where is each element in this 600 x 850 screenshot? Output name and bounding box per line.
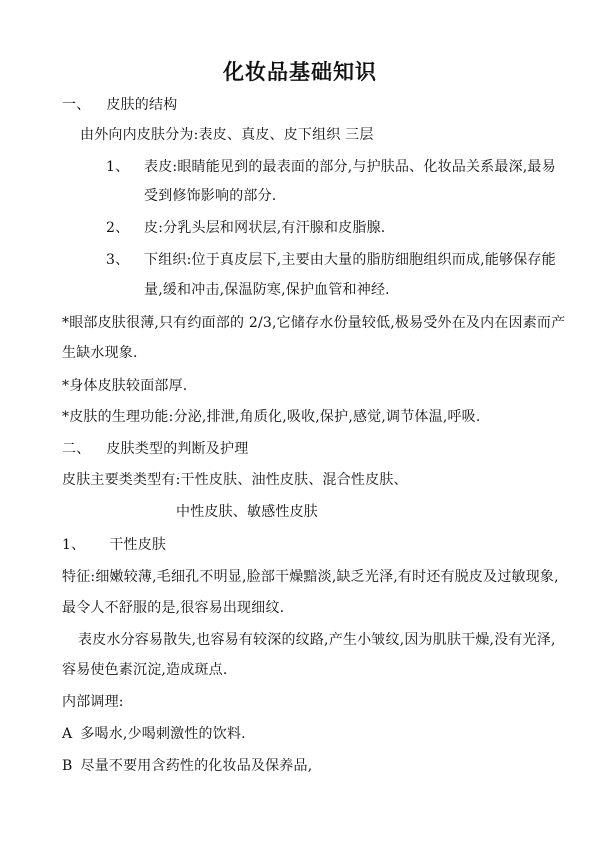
section-2-heading (62, 440, 248, 458)
inner-care-heading: 内部调理: (62, 694, 124, 710)
dry-skin-number: 1、 (62, 537, 86, 553)
structure-item-1-continuation: 受到修饰影响的部分. (144, 188, 277, 204)
dry-skin-paragraph: 表皮水分容易散失,也容易有较深的纹路,产生小皱纹,因为肌肤干燥,没有光泽, (78, 632, 556, 648)
section-2-title: 皮肤类型的判断及护理 (106, 441, 249, 457)
section-1-number: 一、 (62, 97, 91, 113)
dry-skin-features: 特征:细嫩较薄,毛细孔不明显,脸部干燥黯淡,缺乏光泽,有时还有脱皮及过敏现象, (62, 569, 559, 585)
inner-care-item-a-text: 多喝水,少喝刺激性的饮料. (80, 726, 246, 742)
structure-item-3-number: 3、 (106, 252, 130, 268)
structure-item-3-text: 下组织:位于真皮层下,主要由大量的脂肪细胞组织而成,能够保存能 (144, 252, 556, 268)
structure-item-3-continuation: 量,缓和冲击,保温防寒,保护血管和神经. (144, 282, 390, 298)
dry-skin-features-continuation: 最令人不舒服的是,很容易出现细纹. (62, 600, 285, 616)
structure-item-2 (106, 219, 385, 237)
inner-care-item-a (62, 725, 246, 743)
note-body-skin: *身体皮肤较面部厚. (62, 378, 188, 394)
section-1-heading (62, 96, 177, 114)
dry-skin-paragraph-continuation: 容易使色素沉淀,造成斑点. (62, 662, 228, 678)
section-1-intro: 由外向内皮肤分为:表皮、真皮、皮下组织 三层 (80, 127, 374, 143)
structure-item-3 (106, 251, 556, 269)
dry-skin-title: 干性皮肤 (109, 537, 167, 553)
document-title: 化妆品基础知识 (223, 59, 377, 84)
structure-item-1-text: 表皮:眼睛能见到的最表面的部分,与护肤品、化妆品关系最深,最易 (144, 159, 556, 175)
skin-types-line-2: 中性皮肤、敏感性皮肤 (176, 504, 318, 520)
note-skin-functions: *皮肤的生理功能:分泌,排泄,角质化,吸收,保护,感觉,调节体温,呼吸. (62, 409, 481, 425)
note-eye-skin-continuation: 生缺水现象. (62, 345, 138, 361)
note-eye-skin: *眼部皮肤很薄,只有约面部的 2/3,它储存水份量较低,极易受外在及内在因素而产 (62, 315, 566, 331)
structure-item-1-number: 1、 (106, 159, 130, 175)
dry-skin-heading (62, 536, 166, 554)
structure-item-2-number: 2、 (106, 220, 130, 236)
structure-item-1 (106, 158, 556, 176)
skin-types-line-1: 皮肤主要类类型有:干性皮肤、油性皮肤、混合性皮肤、 (62, 472, 408, 488)
section-2-number: 二、 (62, 441, 91, 457)
inner-care-item-b-text: 尽量不要用含药性的化妆品及保养品, (80, 758, 313, 774)
inner-care-item-b (62, 757, 312, 775)
structure-item-2-text: 皮:分乳头层和网状层,有汗腺和皮脂腺. (144, 220, 386, 236)
inner-care-item-b-label: B (62, 758, 73, 774)
inner-care-item-a-label: A (62, 726, 73, 742)
section-1-title: 皮肤的结构 (106, 97, 178, 113)
